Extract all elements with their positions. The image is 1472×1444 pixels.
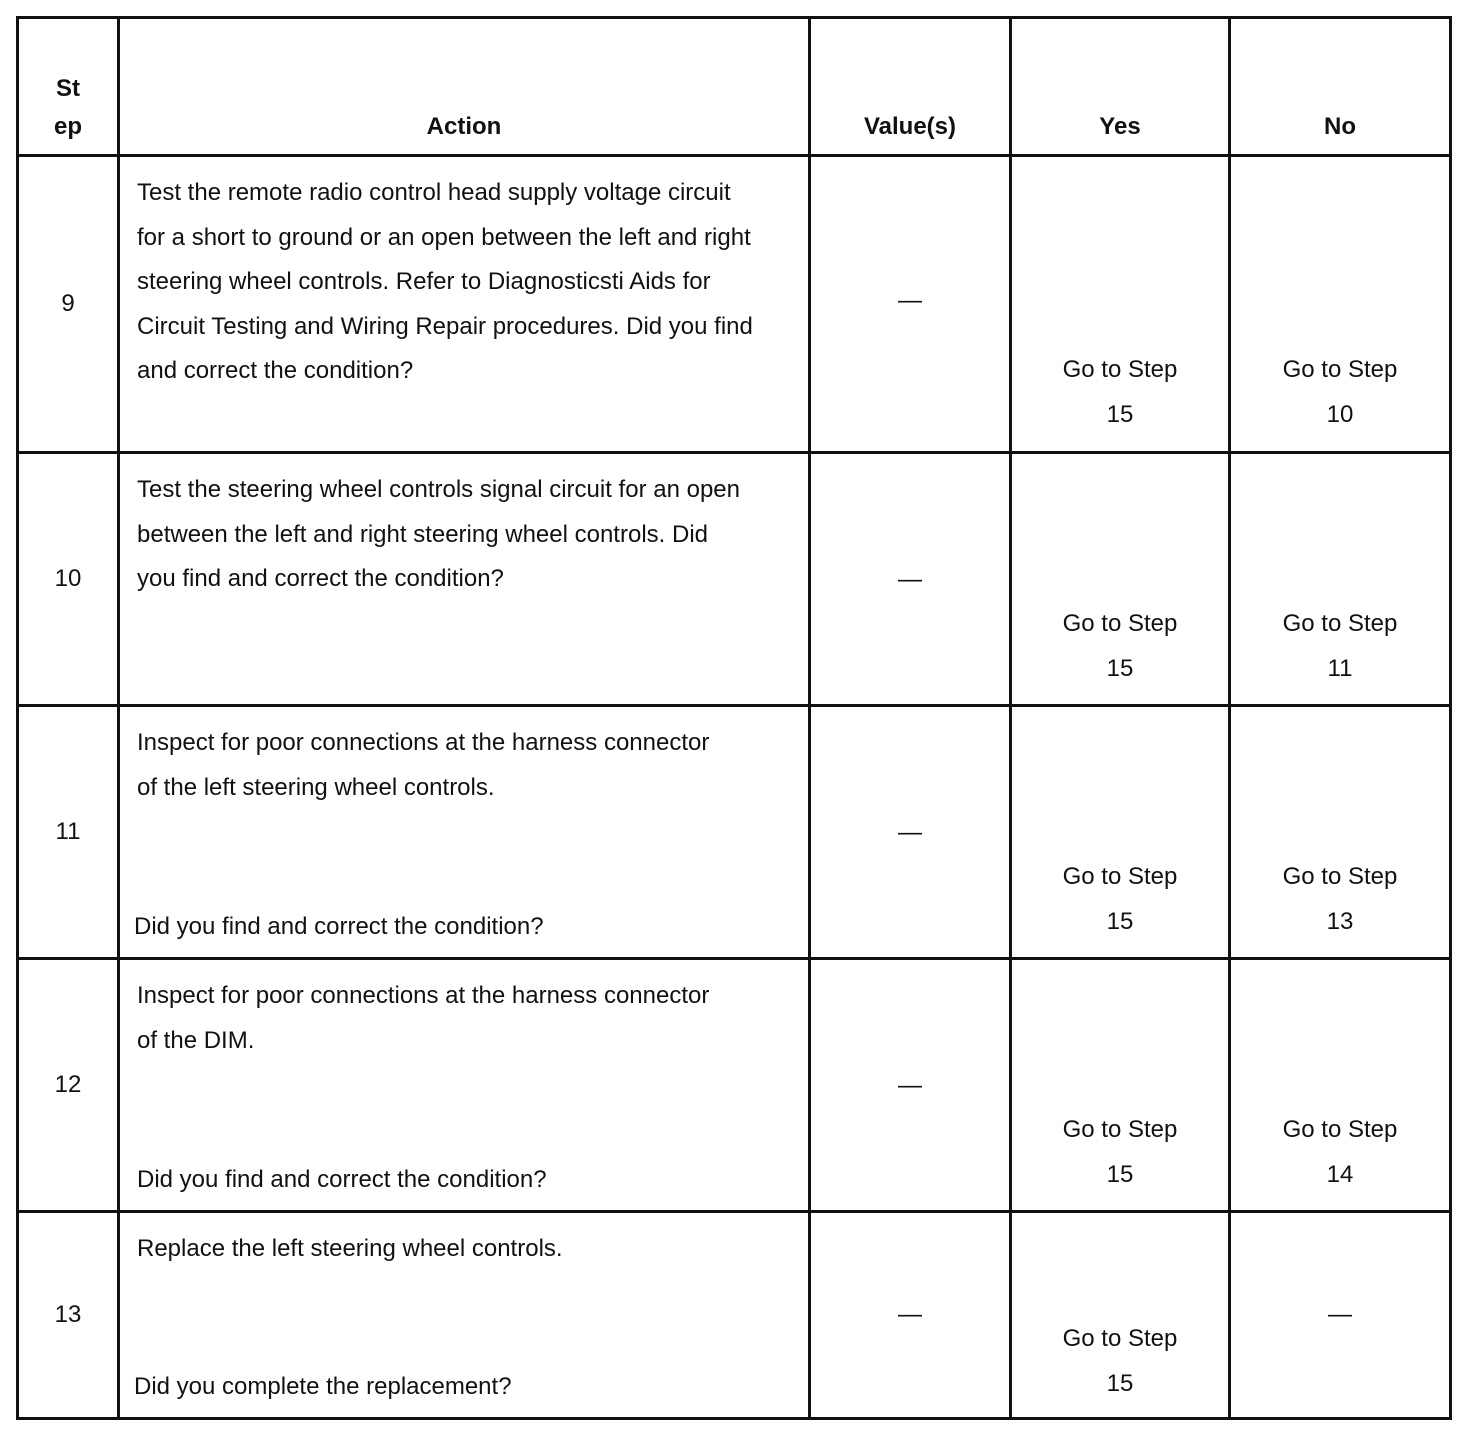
no-cell <box>1231 157 1449 451</box>
value-cell: — <box>898 566 922 593</box>
action-question: Did you find and correct the condition? <box>134 912 544 940</box>
action-instruction: Inspect for poor connections at the harness connector of the DIM. <box>137 982 710 1054</box>
header-step-line2: ep <box>53 113 82 140</box>
yes-cell <box>1012 707 1228 957</box>
no-goto: Go to Step 14 <box>1282 1116 1398 1188</box>
yes-goto: Go to Step 15 <box>1062 610 1178 682</box>
action-question: Did you find and correct the condition? <box>137 1165 547 1193</box>
step-number: 13 <box>54 1301 82 1328</box>
action-instruction: Test the steering wheel controls signal circuit for an open between the left and right steering wheel controls. Did you find and correct the condition? <box>137 476 740 592</box>
step-number: 11 <box>55 818 81 845</box>
header-action: Action <box>426 113 502 140</box>
no-cell <box>1231 454 1449 704</box>
table-border-bottom <box>16 1417 1452 1420</box>
step-number: 9 <box>61 290 75 317</box>
action-text <box>120 454 740 704</box>
action-instruction: Replace the left steering wheel controls. <box>137 1235 563 1262</box>
header-yes: Yes <box>1099 113 1141 140</box>
yes-goto: Go to Step 15 <box>1062 356 1178 428</box>
no-cell: — <box>1328 1301 1352 1328</box>
no-goto: Go to Step 11 <box>1282 610 1398 682</box>
header-step-line1: St <box>55 75 80 102</box>
action-text <box>120 707 720 957</box>
yes-cell <box>1012 1213 1228 1417</box>
value-cell: — <box>898 1301 922 1328</box>
action-question: Did you complete the replacement? <box>134 1372 512 1400</box>
header-step <box>19 19 117 154</box>
header-values: Value(s) <box>863 113 957 140</box>
diagnostic-table <box>16 16 1452 1420</box>
action-instruction: Inspect for poor connections at the harness connector of the left steering wheel controls. <box>137 729 710 801</box>
action-instruction: Test the remote radio control head supply voltage circuit for a short to ground or an open between the left and right steering wheel controls. Refer to Diagnosticsti Aids for Circuit Testing and Wiring Repair procedures. Did you find and correct the condition? <box>137 179 753 384</box>
action-text <box>120 1213 740 1417</box>
value-cell: — <box>898 287 922 314</box>
header-no: No <box>1324 113 1356 140</box>
yes-goto: Go to Step 15 <box>1062 1116 1178 1188</box>
yes-cell <box>1012 157 1228 451</box>
action-text <box>120 960 720 1210</box>
step-number: 12 <box>54 1071 82 1098</box>
yes-cell <box>1012 454 1228 704</box>
yes-cell <box>1012 960 1228 1210</box>
value-cell: — <box>898 1072 922 1099</box>
yes-goto: Go to Step 15 <box>1062 1325 1178 1397</box>
no-goto: Go to Step 13 <box>1282 863 1398 935</box>
yes-goto: Go to Step 15 <box>1062 863 1178 935</box>
no-cell <box>1231 960 1449 1210</box>
value-cell: — <box>898 819 922 846</box>
no-cell <box>1231 707 1449 957</box>
step-number: 10 <box>54 565 82 592</box>
action-text <box>120 157 760 451</box>
no-goto: Go to Step 10 <box>1282 356 1398 428</box>
